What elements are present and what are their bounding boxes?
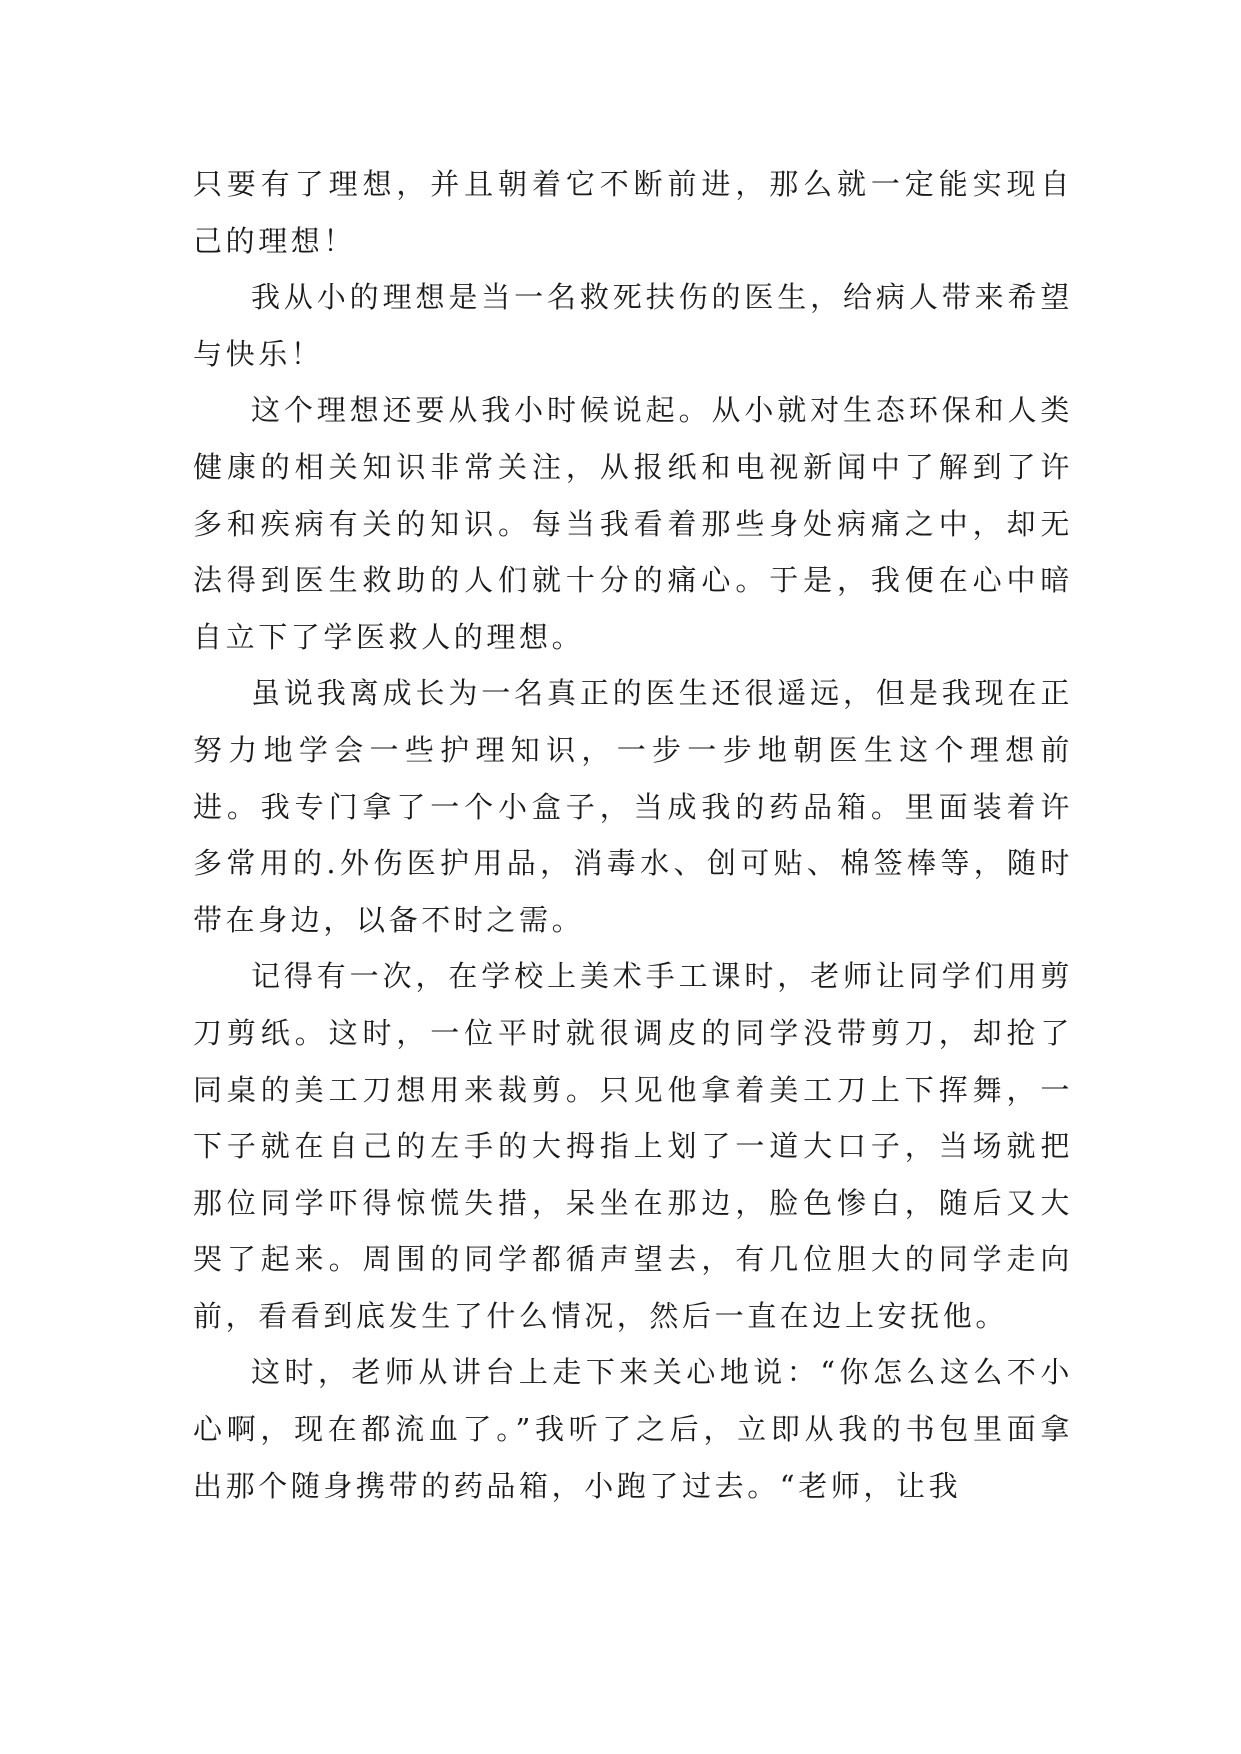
paragraph-5: 记得有一次，在学校上美术手工课时，老师让同学们用剪刀剪纸。这时，一位平时就很调皮的同学没带剪刀，却抢了同桌的美工刀想用来裁剪。只见他拿着美工刀上下挥舞，一下子就在自己的左手的大拇指上划了一道大口子，当场就把那位同学吓得惊慌失措，呆坐在那边，脸色惨白，随后又大哭了起来。周围的同学都循声望去，有几位胆大的同学走向前，看看到底发生了什么情况，然后一直在边上安抚他。 xyxy=(193,959,1073,1333)
paragraph-3: 这个理想还要从我小时候说起。从小就对生态环保和人类健康的相关知识非常关注，从报纸和电视新闻中了解到了许多和疾病有关的知识。每当我看着那些身处病痛之中，却无法得到医生救助的人们就十分的痛心。于是，我便在心中暗自立下了学医救人的理想。 xyxy=(193,393,1073,654)
paragraph-2: 我从小的理想是当一名救死扶伤的医生，给病人带来希望与快乐！ xyxy=(193,280,1073,371)
paragraph-1: 只要有了理想，并且朝着它不断前进，那么就一定能实现自己的理想！ xyxy=(193,167,1073,258)
paragraph-6: 这时，老师从讲台上走下来关心地说：“你怎么这么不小心啊，现在都流血了。”我听了之后，立即从我的书包里面拿出那个随身携带的药品箱，小跑了过去。“老师，让我 xyxy=(193,1355,1073,1503)
essay-body xyxy=(193,156,1073,1514)
paragraph-4: 虽说我离成长为一名真正的医生还很遥远，但是我现在正努力地学会一些护理知识，一步一步地朝医生这个理想前进。我专门拿了一个小盒子，当成我的药品箱。里面装着许多常用的.外伤医护用品，消毒水、创可贴、棉签棒等，随时带在身边，以备不时之需。 xyxy=(193,676,1073,937)
